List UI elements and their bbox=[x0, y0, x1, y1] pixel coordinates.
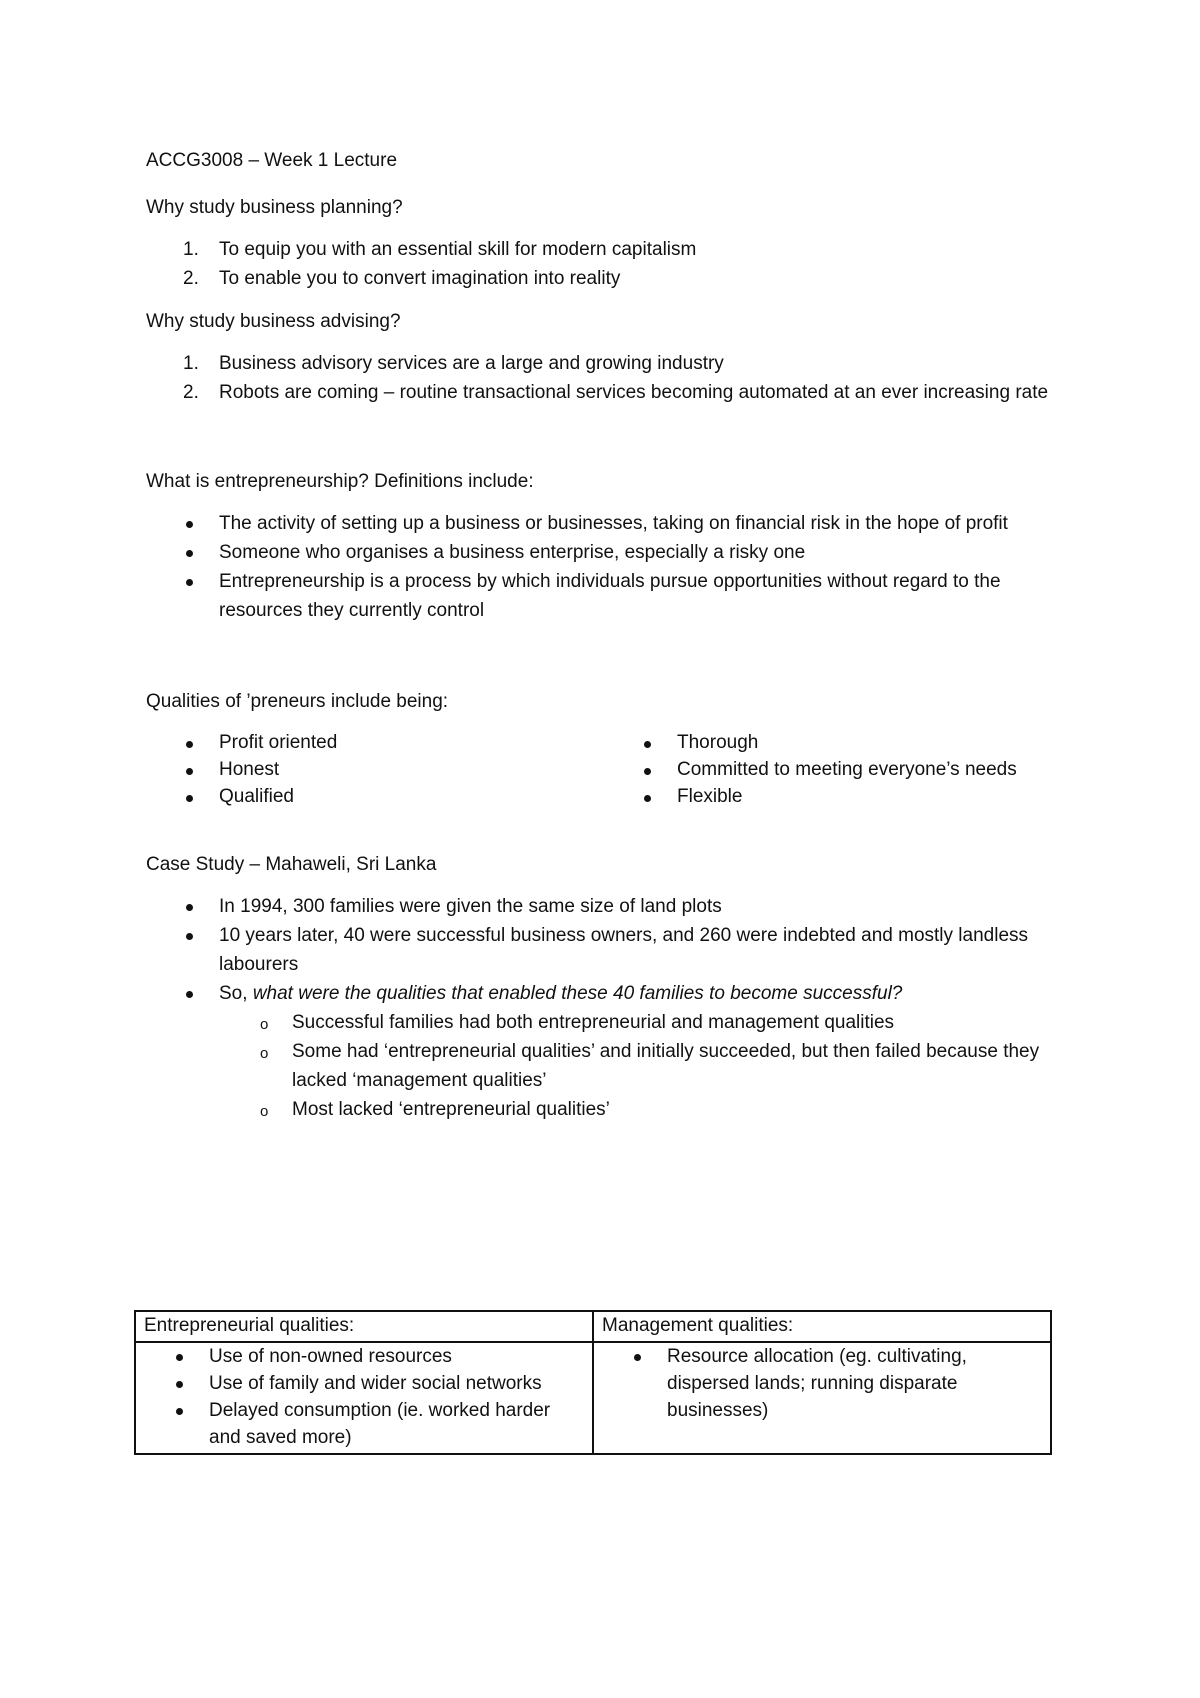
table-cell-management bbox=[593, 1342, 1051, 1454]
list-number: 1. bbox=[183, 353, 199, 374]
qualities-left-list bbox=[146, 729, 604, 810]
circle-bullet-icon: o bbox=[260, 1016, 269, 1033]
list-item-text: Successful families had both entrepreneurial and management qualities bbox=[292, 1012, 895, 1033]
document-title: ACCG3008 – Week 1 Lecture bbox=[146, 150, 398, 171]
list-item-text: Thorough bbox=[677, 732, 759, 753]
bullet-icon bbox=[186, 741, 193, 748]
bullet-icon bbox=[644, 768, 651, 775]
list-item bbox=[144, 1397, 584, 1451]
list-item-text: Qualified bbox=[219, 786, 294, 807]
list-item bbox=[146, 538, 1066, 567]
list-item-text: Delayed consumption (ie. worked harder and saved more) bbox=[209, 1400, 551, 1448]
question-prefix: So, bbox=[219, 983, 253, 1004]
list-item-text: In 1994, 300 families were given the same size of land plots bbox=[219, 896, 722, 917]
list-item-text: 10 years later, 40 were successful business owners, and 260 were indebted and mostly landless labourers bbox=[219, 925, 1029, 975]
case-study-heading: Case Study – Mahaweli, Sri Lanka bbox=[146, 854, 437, 875]
list-item-text: Some had ‘entrepreneurial qualities’ and initially succeeded, but then failed because they lacked ‘management qualities’ bbox=[292, 1041, 1040, 1091]
circle-bullet-icon: o bbox=[260, 1103, 269, 1120]
list-item bbox=[146, 729, 604, 756]
qualities-heading: Qualities of ’preneurs include being: bbox=[146, 691, 449, 712]
list-item-text: Use of non-owned resources bbox=[209, 1346, 452, 1367]
list-item bbox=[146, 783, 604, 810]
list-item-text: The activity of setting up a business or businesses, taking on financial risk in the hope of profit bbox=[219, 513, 1008, 534]
advising-heading: Why study business advising? bbox=[146, 311, 401, 332]
list-item-text: Business advisory services are a large and growing industry bbox=[219, 353, 724, 374]
bullet-icon bbox=[634, 1354, 641, 1361]
list-item bbox=[146, 1095, 1066, 1124]
list-item bbox=[146, 378, 1066, 407]
list-item bbox=[146, 756, 604, 783]
list-number: 2. bbox=[183, 382, 199, 403]
table-row bbox=[135, 1342, 1051, 1454]
bullet-icon bbox=[186, 991, 193, 998]
bullet-icon bbox=[176, 1381, 183, 1388]
list-item bbox=[146, 509, 1066, 538]
bullet-icon bbox=[176, 1408, 183, 1415]
list-number: 1. bbox=[183, 239, 199, 260]
bullet-icon bbox=[186, 768, 193, 775]
qualities-right-list bbox=[604, 729, 1062, 810]
table-header-row bbox=[135, 1311, 1051, 1342]
list-item bbox=[146, 264, 1066, 293]
planning-list bbox=[146, 235, 1066, 293]
list-item-text: Resource allocation (eg. cultivating, dispersed lands; running disparate businesses) bbox=[667, 1346, 967, 1421]
bullet-icon bbox=[186, 904, 193, 911]
table-header-management: Management qualities: bbox=[593, 1311, 1051, 1342]
list-item bbox=[146, 979, 1066, 1008]
bullet-icon bbox=[644, 741, 651, 748]
table-header-entrepreneurial: Entrepreneurial qualities: bbox=[135, 1311, 593, 1342]
list-item bbox=[146, 1008, 1066, 1037]
list-item bbox=[146, 567, 1066, 625]
list-number: 2. bbox=[183, 268, 199, 289]
table-cell-entrepreneurial bbox=[135, 1342, 593, 1454]
entrepreneurship-list bbox=[146, 509, 1066, 625]
list-item bbox=[146, 1037, 1066, 1095]
document-page bbox=[146, 146, 1066, 1124]
bullet-icon bbox=[176, 1354, 183, 1361]
list-item bbox=[144, 1370, 584, 1397]
list-item bbox=[144, 1343, 584, 1370]
list-item bbox=[604, 756, 1062, 783]
planning-heading: Why study business planning? bbox=[146, 197, 403, 218]
list-item-text: Profit oriented bbox=[219, 732, 338, 753]
bullet-icon bbox=[186, 579, 193, 586]
bullet-icon bbox=[186, 521, 193, 528]
case-study-list bbox=[146, 892, 1066, 1008]
entrepreneurship-heading: What is entrepreneurship? Definitions include: bbox=[146, 471, 534, 492]
list-item-text: Entrepreneurship is a process by which individuals pursue opportunities without regard to the resources they currently control bbox=[219, 571, 1001, 621]
bullet-icon bbox=[186, 550, 193, 557]
list-item-text: To enable you to convert imagination into reality bbox=[219, 268, 621, 289]
qualities-table bbox=[134, 1310, 1052, 1455]
list-item-text: Use of family and wider social networks bbox=[209, 1373, 542, 1394]
list-item-text: Most lacked ‘entrepreneurial qualities’ bbox=[292, 1099, 610, 1120]
bullet-icon bbox=[186, 933, 193, 940]
list-item-text: Robots are coming – routine transactional services becoming automated at an ever increasing rate bbox=[219, 382, 1049, 403]
list-item-text: Committed to meeting everyone’s needs bbox=[677, 759, 1017, 780]
list-item bbox=[146, 921, 1066, 979]
advising-list bbox=[146, 349, 1066, 407]
list-item bbox=[146, 235, 1066, 264]
case-study-question: what were the qualities that enabled these 40 families to become successful? bbox=[252, 983, 903, 1004]
qualities-columns bbox=[146, 729, 1066, 810]
case-study-sub-list bbox=[146, 1008, 1066, 1124]
list-item-text: To equip you with an essential skill for modern capitalism bbox=[219, 239, 697, 260]
list-item-text: Honest bbox=[219, 759, 280, 780]
bullet-icon bbox=[644, 795, 651, 802]
list-item-text: Someone who organises a business enterprise, especially a risky one bbox=[219, 542, 806, 563]
bullet-icon bbox=[186, 795, 193, 802]
list-item bbox=[146, 892, 1066, 921]
circle-bullet-icon: o bbox=[260, 1045, 269, 1062]
list-item bbox=[602, 1343, 1042, 1424]
list-item bbox=[146, 349, 1066, 378]
list-item-text: Flexible bbox=[677, 786, 743, 807]
management-qualities-list bbox=[602, 1343, 1042, 1424]
entrepreneurial-qualities-list bbox=[144, 1343, 584, 1451]
list-item bbox=[604, 729, 1062, 756]
list-item bbox=[604, 783, 1062, 810]
